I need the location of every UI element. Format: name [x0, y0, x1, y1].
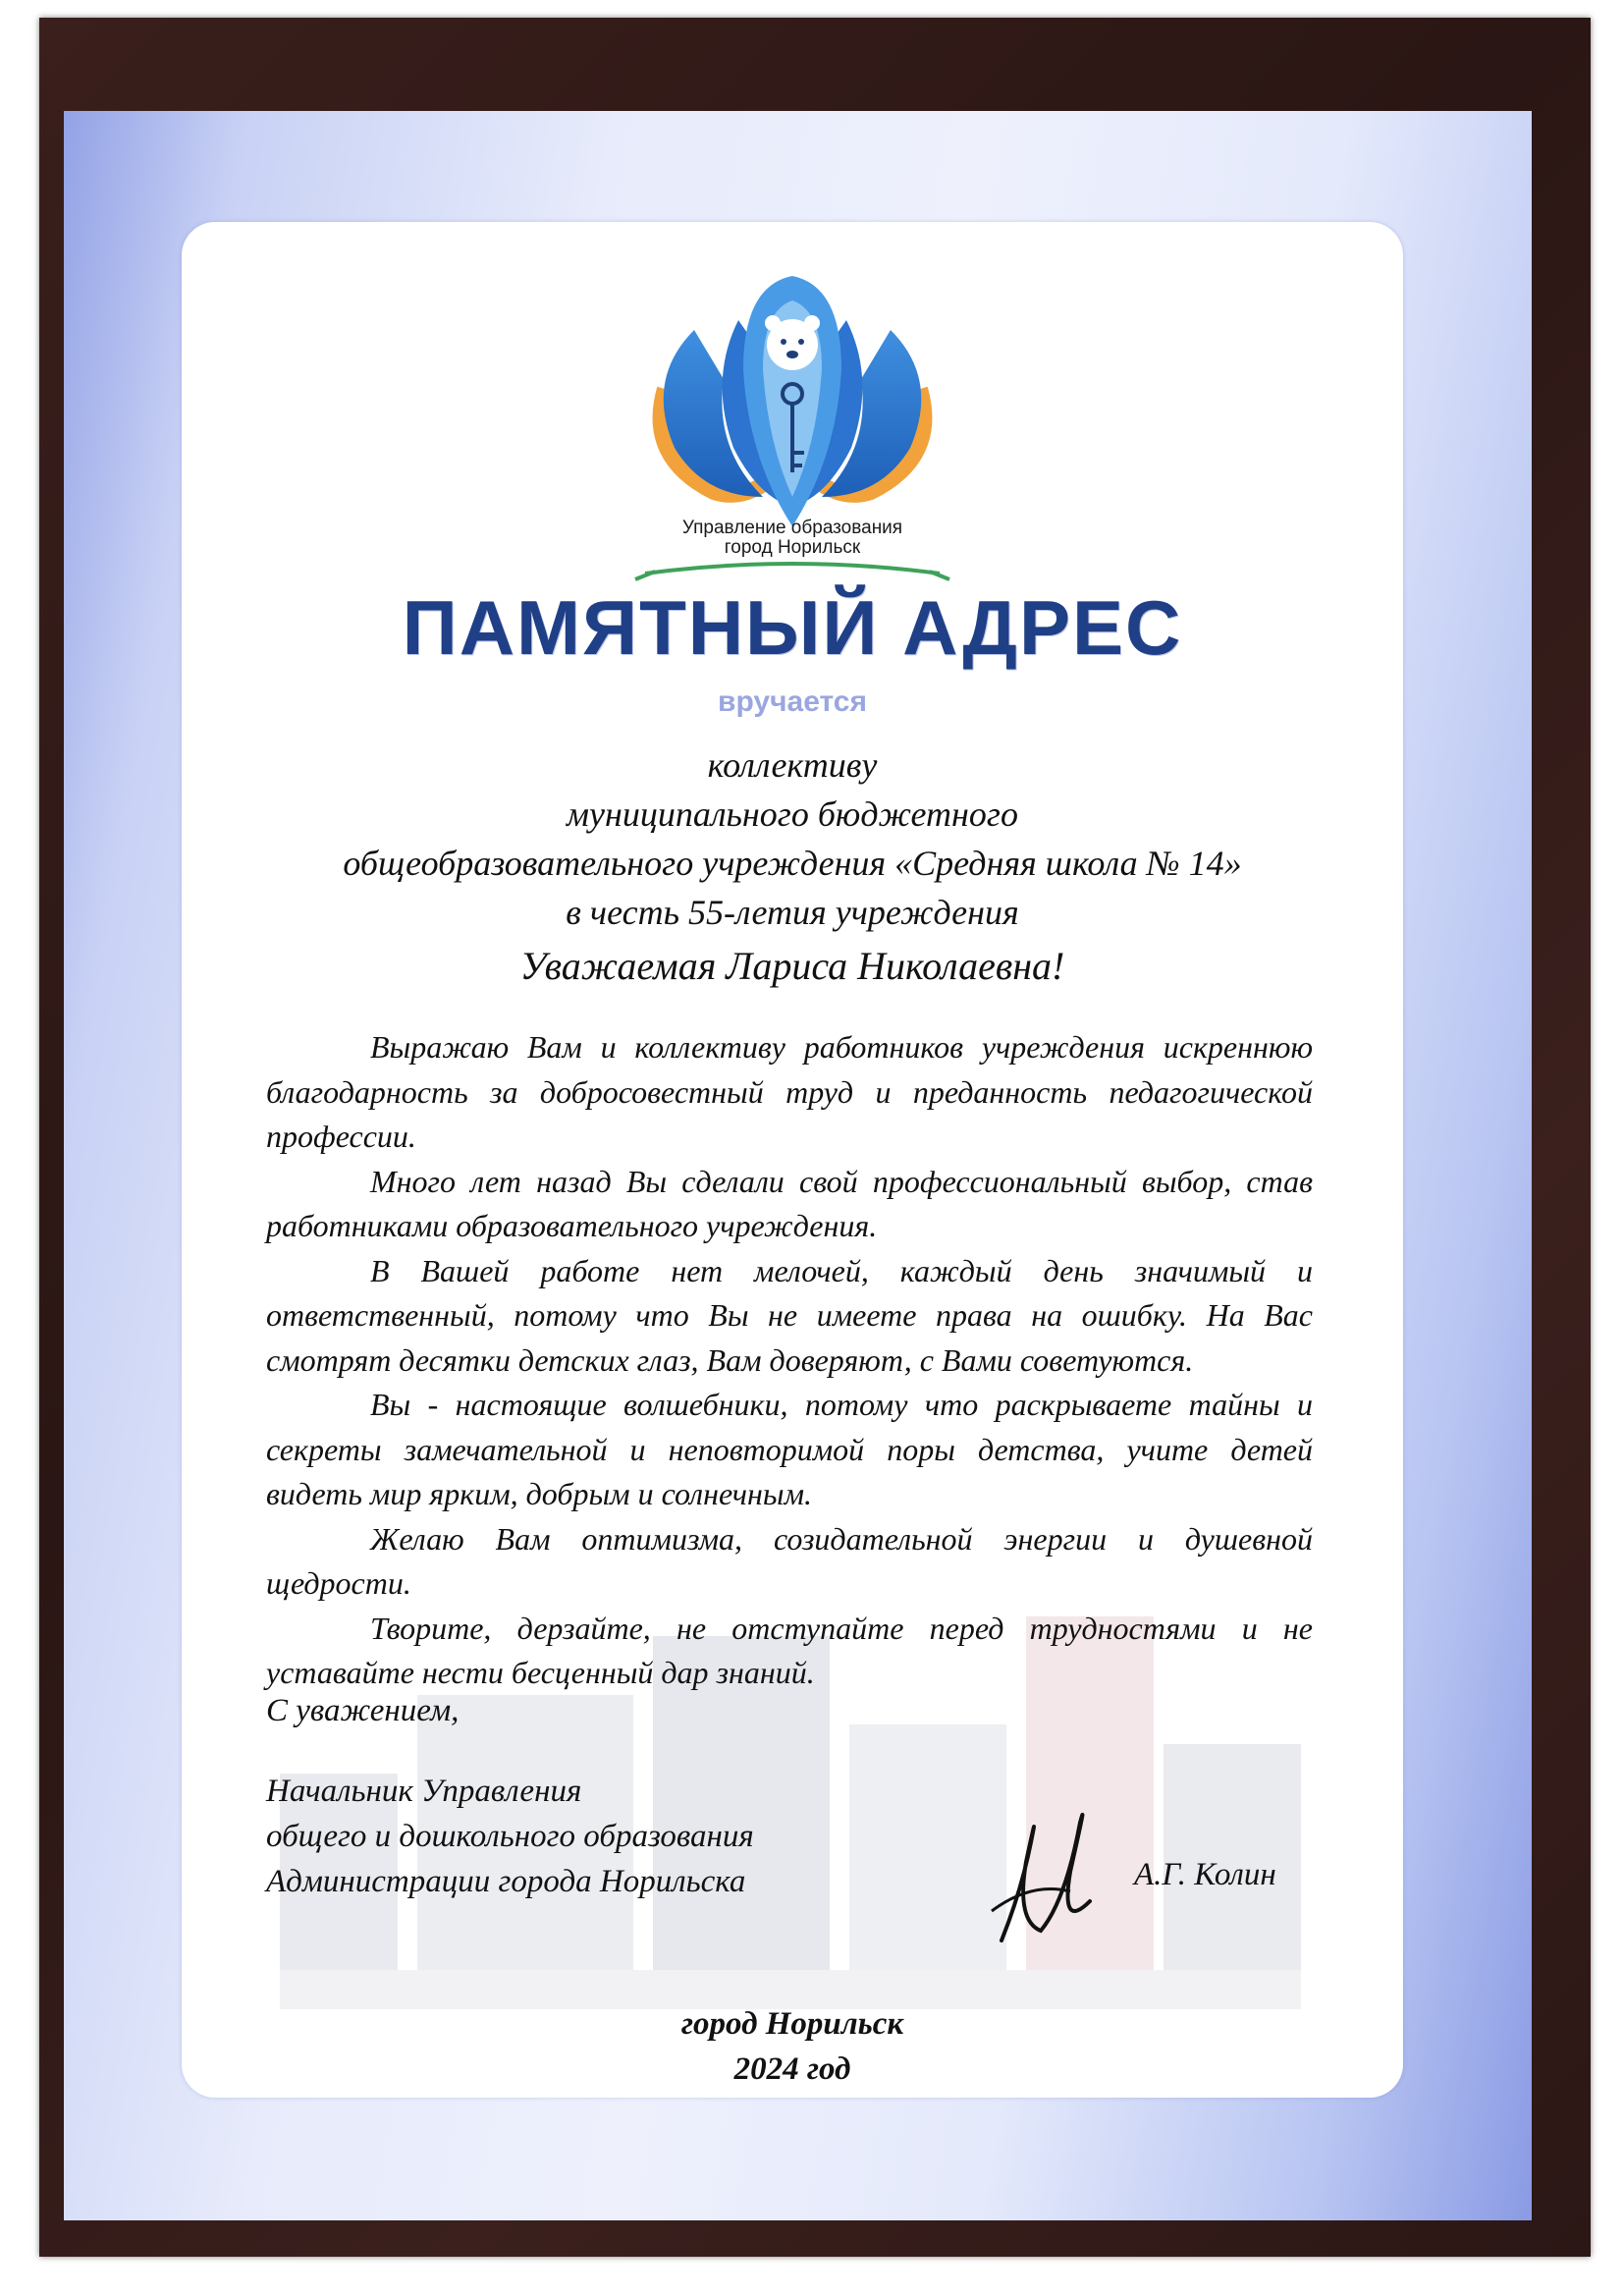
closing: С уважением, [266, 1693, 460, 1728]
year: 2024 год [733, 2051, 851, 2087]
body-paragraph: В Вашей работе нет мелочей, каждый день значимый и ответственный, потому что Вы не имеете права на ошибку. На Вас смотрят десятки детских глаз, Вам доверяют, с Вами советуются. [266, 1252, 1313, 1378]
logo-caption-line1: Управление образования [681, 518, 903, 538]
recipient-line: в честь 55-летия учреждения [566, 893, 1019, 932]
body-paragraph: Желаю Вам оптимизма, созидательной энергии и душевной щедрости. [266, 1520, 1313, 1601]
position-line: Администрации города Норильска [266, 1864, 746, 1899]
recipient-line: коллективу [707, 745, 878, 785]
education-department-logo [625, 261, 959, 595]
greeting: Уважаемая Лариса Николаевна! [519, 944, 1065, 988]
logo-caption-line2: город Норильск [724, 537, 861, 558]
recipient-line: общеобразовательного учреждения «Средняя школа № 14» [343, 844, 1242, 883]
body-paragraph: Вы - настоящие волшебники, потому что раскрываете тайны и секреты замечательной и неповторимой поры детства, учите детей видеть мир ярким, добрым и солнечным. [266, 1387, 1313, 1511]
place-and-year [182, 2001, 1403, 2092]
handwritten-signature-icon [972, 1783, 1119, 1955]
position-line: общего и дошкольного образования [266, 1819, 754, 1854]
signer-position [266, 1769, 754, 1904]
recipient-line: муниципального бюджетного [567, 794, 1018, 834]
polar-bear-key-flower-logo-icon [625, 261, 959, 556]
position-line: Начальник Управления [266, 1774, 582, 1809]
body-paragraph: Много лет назад Вы сделали свой профессиональный выбор, став работниками образовательного учреждения. [266, 1163, 1313, 1243]
certificate-sheet [182, 222, 1403, 2098]
certificate-subtitle: вручается [718, 685, 867, 718]
recipient-block [182, 740, 1403, 937]
certificate-title: ПАМЯТНЫЙ АДРЕС [402, 584, 1183, 671]
body-paragraph: Выражаю Вам и коллективу работников учреждения искреннюю благодарность за добросовестный труд и преданность педагогической профессии. [266, 1029, 1313, 1154]
body-paragraph: Творите, дерзайте, не отступайте перед трудностями и не уставайте нести бесценный дар знаний. [266, 1610, 1313, 1690]
letter-body [266, 1025, 1313, 1696]
place: город Норильск [680, 2006, 904, 2042]
signer-name: А.Г. Колин [1134, 1857, 1276, 1892]
